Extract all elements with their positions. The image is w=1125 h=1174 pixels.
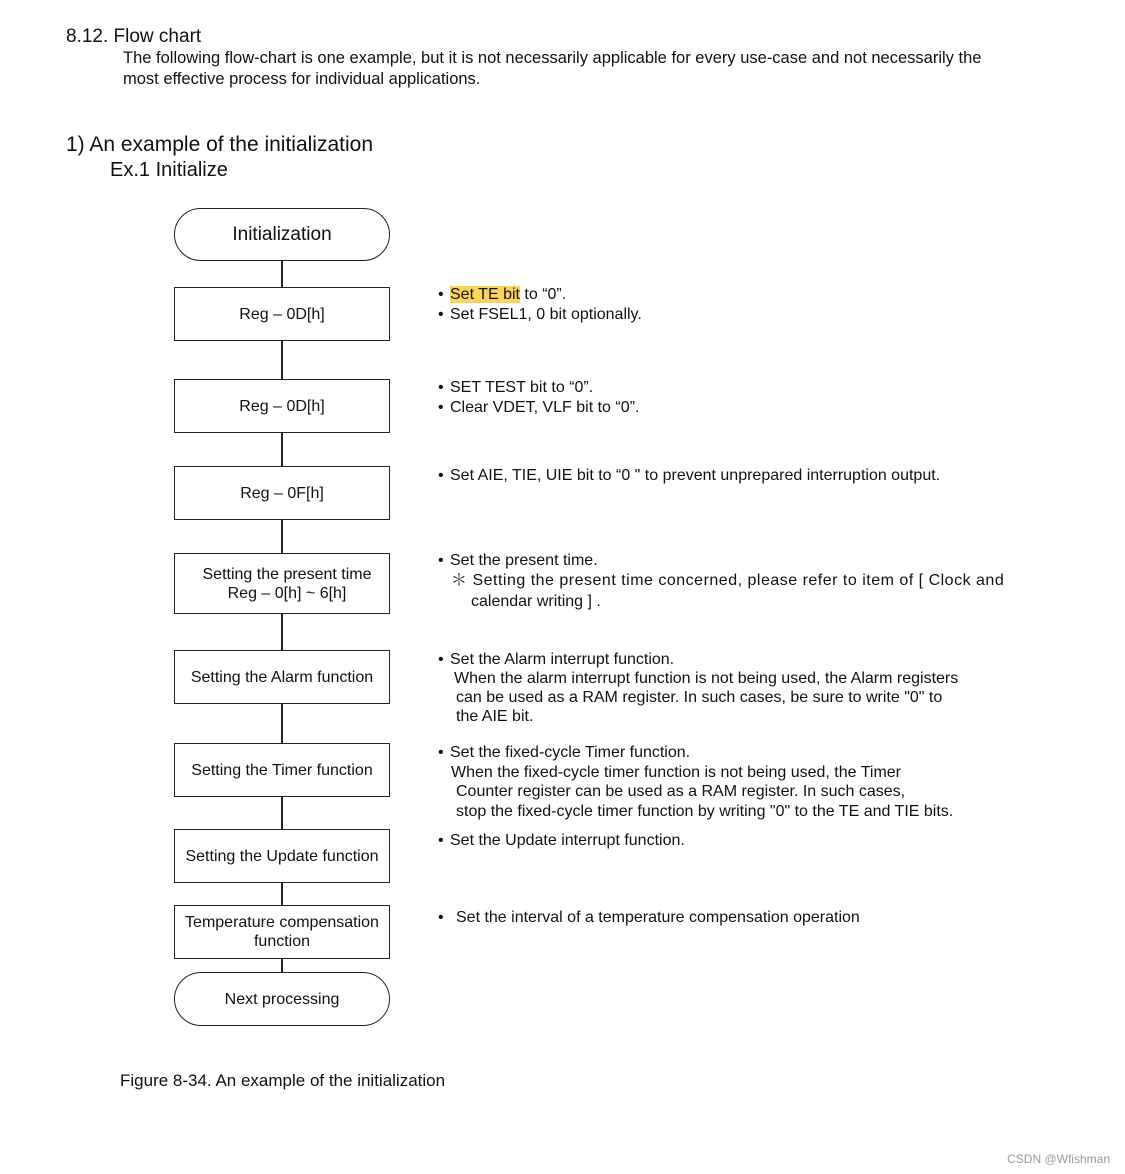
connector-line (281, 613, 283, 651)
flow-step-temperature (174, 905, 390, 959)
note-vdet-vlf (438, 398, 639, 417)
flow-step-reg-0f (174, 466, 390, 520)
note-alarm-detail-3: the AIE bit. (456, 708, 534, 725)
note-timer-detail-2: Counter register can be used as a RAM register. In such cases, (456, 783, 906, 800)
note-alarm (438, 650, 674, 669)
connector-line (281, 703, 283, 744)
note-set-te-bit (438, 285, 566, 304)
note-text: Clear VDET, VLF bit to “0”. (450, 399, 640, 416)
flow-step-label: Reg – 0D[h] (239, 305, 325, 323)
flow-start-label: Initialization (232, 224, 332, 245)
note-alarm-detail-2: can be used as a RAM register. In such cases, be sure to write "0" to (456, 689, 943, 706)
flow-end-terminal (174, 972, 390, 1026)
flow-step-label: Setting the present time (202, 565, 372, 583)
example-subtitle: Ex.1 Initialize (110, 159, 228, 181)
example-title: 1) An example of the initialization (66, 133, 374, 156)
connector-line (281, 260, 283, 288)
highlighted-text: Set TE bit (450, 286, 520, 303)
flow-step-label: Temperature compensation (185, 914, 379, 931)
watermark: CSDN @Wfishman (1007, 1152, 1110, 1166)
flow-step-reg-0d-second (174, 379, 390, 433)
flow-step-label: Reg – 0[h] ~ 6[h] (227, 584, 347, 602)
flow-step-label: Reg – 0F[h] (240, 484, 324, 502)
note-text: Set the fixed-cycle Timer function. (450, 744, 691, 761)
note-text: Set the interval of a temperature compensation operation (456, 909, 860, 926)
note-present-time (438, 551, 598, 570)
flow-step-label: function (253, 933, 311, 950)
note-temperature (438, 908, 860, 927)
connector-line (281, 519, 283, 554)
note-timer-detail-1: When the fixed-cycle timer function is not being used, the Timer (451, 764, 901, 781)
note-present-time-ref: ＊ Setting the present time concerned, please refer to item of [ Clock and (451, 572, 1005, 589)
note-update (438, 831, 685, 850)
note-present-time-ref-cont: calendar writing ] . (471, 593, 601, 610)
connector-line (281, 432, 283, 467)
note-text: Set the Update interrupt function. (450, 832, 685, 849)
note-text: Set the present time. (450, 552, 598, 569)
intro-line-2: most effective process for individual applications. (123, 70, 481, 88)
note-timer (438, 743, 690, 762)
note-text: Set the Alarm interrupt function. (450, 651, 675, 668)
flow-step-alarm (174, 650, 390, 704)
note-text: Set AIE, TIE, UIE bit to “0 " to prevent unprepared interruption output. (450, 467, 941, 484)
note-test-bit (438, 378, 593, 397)
flow-step-label: Setting the Alarm function (190, 668, 374, 686)
note-text: to “0”. (519, 286, 567, 303)
note-text: Set FSEL1, 0 bit optionally. (450, 306, 642, 323)
bullet (438, 908, 456, 927)
flow-end-label: Next processing (224, 990, 340, 1008)
flow-step-label: Reg – 0D[h] (239, 397, 325, 415)
figure-caption: Figure 8-34. An example of the initialization (120, 1071, 446, 1090)
flow-step-present-time (174, 553, 390, 614)
note-interrupt-bits (438, 466, 940, 485)
flow-step-label: Setting the Timer function (191, 761, 373, 779)
flow-step-timer (174, 743, 390, 797)
note-alarm-detail-1: When the alarm interrupt function is not being used, the Alarm registers (454, 670, 959, 687)
connector-line (281, 958, 283, 973)
connector-line (281, 796, 283, 830)
flow-step-update (174, 829, 390, 883)
flow-step-label: Setting the Update function (185, 847, 379, 865)
note-text: SET TEST bit to “0”. (450, 379, 594, 396)
flow-step-reg-0d-first (174, 287, 390, 341)
connector-line (281, 882, 283, 906)
note-fsel (438, 305, 642, 324)
intro-line-1: The following flow-chart is one example, but it is not necessarily applicable for every use-case and not necessarily the (123, 49, 982, 67)
flow-start-terminal (174, 208, 390, 261)
section-title: 8.12. Flow chart (66, 26, 202, 47)
connector-line (281, 340, 283, 380)
note-timer-detail-3: stop the fixed-cycle timer function by writing "0" to the TE and TIE bits. (456, 803, 954, 820)
